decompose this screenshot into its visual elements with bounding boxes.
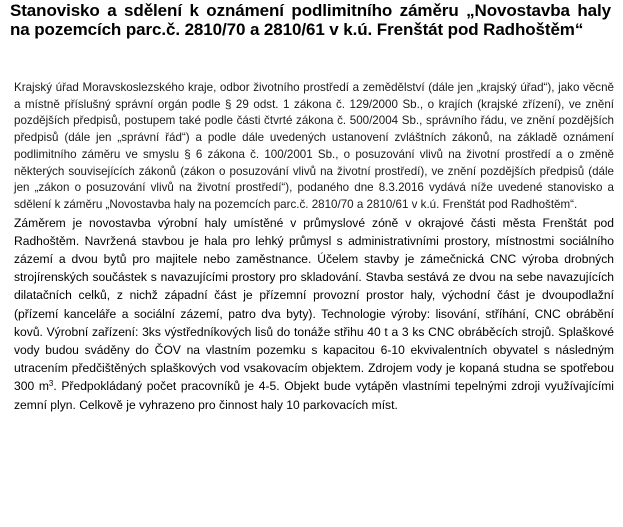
cubic-meter-superscript: 3 bbox=[48, 379, 54, 389]
description-text-part-2: . Předpokládaný počet pracovníků je 4-5. Objekt bude vytápěn vlastními tepelnými zdroji využívajícími zemní plyn. Celkově je vyhrazeno pro činnost haly 10 parkovacích míst. bbox=[14, 379, 614, 412]
document-body bbox=[14, 80, 614, 414]
document-title: Stanovisko a sdělení k oznámení podlimitního záměru „Novostavba haly na pozemcích parc.č. 2810/70 a 2810/61 v k.ú. Frenštát pod Radhoštěm“ bbox=[10, 1, 611, 39]
intro-paragraph: Krajský úřad Moravskoslezského kraje, odbor životního prostředí a zemědělství (dále jen „krajský úřad“), jako věcně a místně příslušný správní orgán podle § 29 odst. 1 zákona č. 129/2000 Sb., o krajích (krajské zřízení), ve znění pozdějších předpisů, postupem také podle části čtvrté zákona č. 500/2004 Sb., správního řádu, ve znění pozdějších předpisů (dále jen „správní řád“) a podle dále uvedených ustanovení zvláštních zákonů, na základě oznámení podlimitního záměru ve smyslu § 6 zákona č. 100/2001 Sb., o posuzování vlivů na životní prostředí a o změně některých souvisejících zákonů (zákon o posuzování vlivů na životní prostředí), ve znění pozdějších předpisů (dále jen „zákon o posuzování vlivů na životní prostředí“), podaného dne 8.3.2016 vydává níže uvedené stanovisko a sdělení k záměru „Novostavba haly na pozemcích parc.č. 2810/70 a 2810/61 v k.ú. Frenštát pod Radhoštěm“. bbox=[14, 81, 614, 211]
description-paragraph bbox=[14, 214, 614, 414]
description-text-part-1: Záměrem je novostavba výrobní haly umístěné v průmyslové zóně v okrajové části města Frenštát pod Radhoštěm. Navržená stavbou je hala pro lehký průmysl s administrativními prostory, místnostmi sociálního zázemí a dvou bytů pro majitele nebo zaměstnance. Účelem stavby je zámečnická CNC výroba drobných strojírenských součástek s navazujícími prostory pro skladování. Stavba sestává ze dvou na sebe navazujících dilatačních celků, z nichž západní část je přízemní provozní prostor haly, východní část je dvoupodlažní (přízemí kanceláře a sociální zázemí, patro dva byty). Technologie výroby: lisování, stříhání, CNC obrábění kovů. Výrobní zařízení: 3ks výstředníkových lisů do tonáže střihu 40 t a 3 ks CNC obráběcích strojů. Splaškové vody budou sváděny do ČOV na vlastním pozemku s kapacitou 6-10 ekvivalentních obyvatel s následným utracením předčištěných splaškových vod vsakovacím objektem. Zdrojem vody je kopaná studna se spotřebou 300 m bbox=[14, 215, 614, 394]
